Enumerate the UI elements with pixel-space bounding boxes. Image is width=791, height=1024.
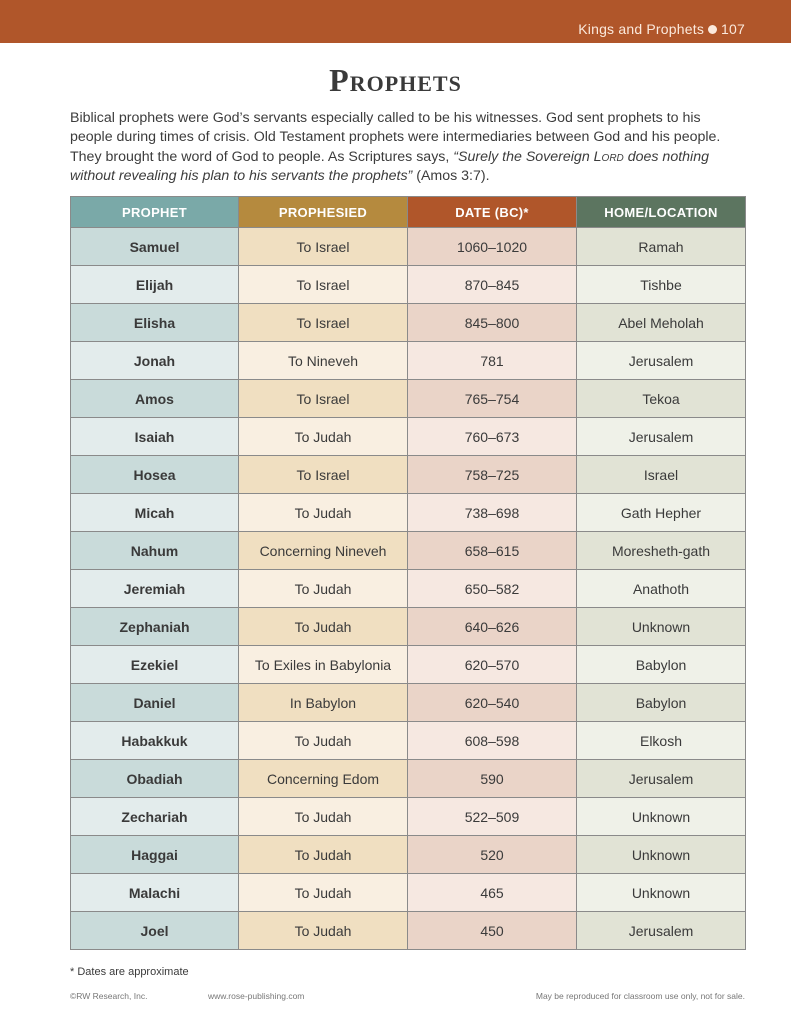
- table-row: [71, 722, 746, 760]
- date-cell: 781: [408, 342, 577, 380]
- running-header: [578, 21, 745, 37]
- table-row: [71, 532, 746, 570]
- prophesied-cell: To Israel: [239, 304, 408, 342]
- date-cell: 640–626: [408, 608, 577, 646]
- prophesied-cell: To Israel: [239, 266, 408, 304]
- quote-lord: Lord: [593, 148, 624, 165]
- date-cell: 658–615: [408, 532, 577, 570]
- prophet-name-cell: Haggai: [71, 836, 239, 874]
- table-row: [71, 608, 746, 646]
- prophet-name-cell: Malachi: [71, 874, 239, 912]
- page-title: Prophets: [329, 62, 462, 98]
- home-location-cell: Tishbe: [577, 266, 746, 304]
- prophesied-cell: To Israel: [239, 380, 408, 418]
- home-location-cell: Unknown: [577, 798, 746, 836]
- table-row: [71, 836, 746, 874]
- date-cell: 765–754: [408, 380, 577, 418]
- prophet-name-cell: Samuel: [71, 228, 239, 266]
- intro-text: Biblical prophets were God’s servants especially called to be his witnesses. God sent prophets to his people during times of crisis. Old Testament prophets were intermediaries between God and his people. They brought the word of God to people. As Scriptures says,: [70, 110, 721, 165]
- table-row: [71, 684, 746, 722]
- prophesied-cell: Concerning Edom: [239, 760, 408, 798]
- prophet-name-cell: Joel: [71, 912, 239, 950]
- date-cell: 590: [408, 760, 577, 798]
- quote-part-2: does nothing without revealing his plan to his servants the prophets”: [70, 148, 709, 184]
- prophet-name-cell: Nahum: [71, 532, 239, 570]
- table-row: [71, 304, 746, 342]
- home-location-cell: Unknown: [577, 608, 746, 646]
- prophet-name-cell: Hosea: [71, 456, 239, 494]
- page-number: 107: [721, 21, 745, 37]
- bullet-dot-icon: [708, 25, 717, 34]
- prophets-table: [70, 196, 746, 950]
- prophesied-cell: To Judah: [239, 798, 408, 836]
- home-location-cell: Elkosh: [577, 722, 746, 760]
- prophet-name-cell: Jonah: [71, 342, 239, 380]
- footnote: * Dates are approximate: [70, 966, 189, 978]
- table-row: [71, 760, 746, 798]
- date-cell: 465: [408, 874, 577, 912]
- prophesied-cell: To Judah: [239, 570, 408, 608]
- date-cell: 522–509: [408, 798, 577, 836]
- prophesied-cell: To Israel: [239, 456, 408, 494]
- date-cell: 870–845: [408, 266, 577, 304]
- table-body: [71, 228, 746, 950]
- home-location-cell: Unknown: [577, 836, 746, 874]
- date-cell: 620–570: [408, 646, 577, 684]
- date-cell: 760–673: [408, 418, 577, 456]
- prophet-name-cell: Ezekiel: [71, 646, 239, 684]
- date-cell: 620–540: [408, 684, 577, 722]
- table-row: [71, 646, 746, 684]
- table-row: [71, 342, 746, 380]
- citation: (Amos 3:7).: [412, 167, 490, 184]
- date-cell: 758–725: [408, 456, 577, 494]
- date-cell: 650–582: [408, 570, 577, 608]
- home-location-cell: Israel: [577, 456, 746, 494]
- prophesied-cell: To Judah: [239, 836, 408, 874]
- prophesied-cell: To Israel: [239, 228, 408, 266]
- footer-copyright: ©RW Research, Inc.: [70, 991, 148, 1001]
- prophet-name-cell: Elijah: [71, 266, 239, 304]
- header-bar: [0, 0, 791, 43]
- home-location-cell: Jerusalem: [577, 342, 746, 380]
- table-row: [71, 874, 746, 912]
- prophesied-cell: To Judah: [239, 722, 408, 760]
- prophesied-cell: To Judah: [239, 912, 408, 950]
- home-location-cell: Jerusalem: [577, 760, 746, 798]
- home-location-cell: Abel Meholah: [577, 304, 746, 342]
- home-location-cell: Jerusalem: [577, 418, 746, 456]
- prophet-name-cell: Habakkuk: [71, 722, 239, 760]
- column-header-date: DATE (BC)*: [408, 197, 577, 228]
- date-cell: 450: [408, 912, 577, 950]
- table-row: [71, 798, 746, 836]
- prophet-name-cell: Amos: [71, 380, 239, 418]
- home-location-cell: Moresheth-gath: [577, 532, 746, 570]
- table-row: [71, 912, 746, 950]
- prophesied-cell: To Judah: [239, 874, 408, 912]
- table-row: [71, 380, 746, 418]
- prophet-name-cell: Isaiah: [71, 418, 239, 456]
- date-cell: 1060–1020: [408, 228, 577, 266]
- prophesied-cell: In Babylon: [239, 684, 408, 722]
- home-location-cell: Ramah: [577, 228, 746, 266]
- table-row: [71, 418, 746, 456]
- table-row: [71, 494, 746, 532]
- footer-website: www.rose-publishing.com: [208, 991, 305, 1001]
- footer-permission: May be reproduced for classroom use only, not for sale.: [535, 991, 745, 1001]
- prophesied-cell: To Judah: [239, 608, 408, 646]
- prophesied-cell: To Nineveh: [239, 342, 408, 380]
- column-header-prophet: PROPHET: [71, 197, 239, 228]
- section-title: Kings and Prophets: [578, 21, 705, 37]
- home-location-cell: Babylon: [577, 646, 746, 684]
- home-location-cell: Jerusalem: [577, 912, 746, 950]
- date-cell: 520: [408, 836, 577, 874]
- date-cell: 845–800: [408, 304, 577, 342]
- table-row: [71, 228, 746, 266]
- prophet-name-cell: Obadiah: [71, 760, 239, 798]
- date-cell: 738–698: [408, 494, 577, 532]
- home-location-cell: Unknown: [577, 874, 746, 912]
- prophesied-cell: To Judah: [239, 418, 408, 456]
- home-location-cell: Anathoth: [577, 570, 746, 608]
- prophesied-cell: To Judah: [239, 494, 408, 532]
- prophet-name-cell: Elisha: [71, 304, 239, 342]
- table-row: [71, 266, 746, 304]
- column-header-home: HOME/LOCATION: [577, 197, 746, 228]
- prophesied-cell: Concerning Nineveh: [239, 532, 408, 570]
- prophet-name-cell: Jeremiah: [71, 570, 239, 608]
- table-row: [71, 570, 746, 608]
- prophesied-cell: To Exiles in Babylonia: [239, 646, 408, 684]
- prophet-name-cell: Zechariah: [71, 798, 239, 836]
- table-row: [71, 456, 746, 494]
- home-location-cell: Tekoa: [577, 380, 746, 418]
- prophet-name-cell: Daniel: [71, 684, 239, 722]
- quote-part-1: “Surely the Sovereign: [453, 148, 594, 165]
- date-cell: 608–598: [408, 722, 577, 760]
- table-header-row: [71, 197, 746, 228]
- column-header-prophesied: PROPHESIED: [239, 197, 408, 228]
- prophet-name-cell: Micah: [71, 494, 239, 532]
- home-location-cell: Babylon: [577, 684, 746, 722]
- intro-paragraph: [70, 109, 746, 186]
- prophet-name-cell: Zephaniah: [71, 608, 239, 646]
- home-location-cell: Gath Hepher: [577, 494, 746, 532]
